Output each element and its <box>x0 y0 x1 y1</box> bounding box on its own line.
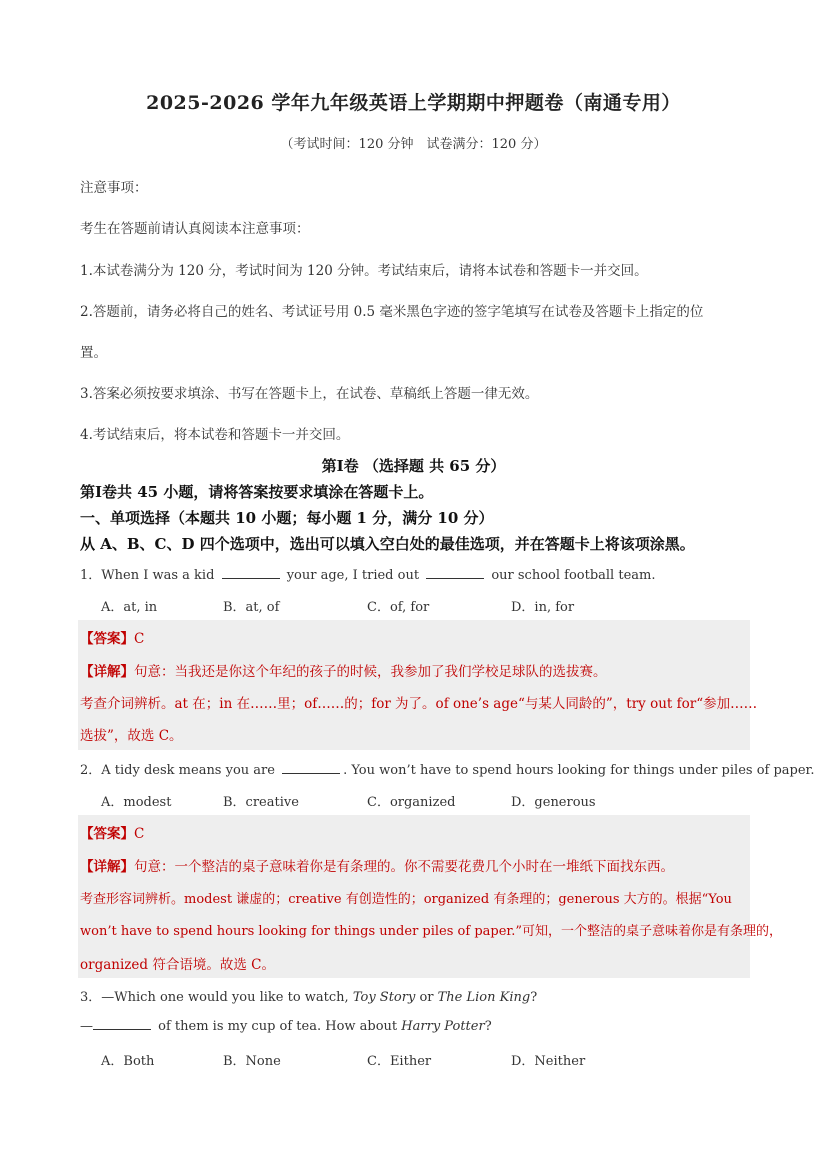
answer-line: 【答案】C <box>80 631 145 647</box>
question-stem: 3．—Which one would you like to watch, Toy Story or The Lion King? <box>80 990 538 1005</box>
option-c: C．organized <box>367 795 456 810</box>
detail-line: 考查介词辨析。at 在；in 在……里；of……的；for 为了。of one’s age“与某人同龄的”，try out for“参加…… <box>80 696 758 712</box>
detail-line: 【详解】句意：当我还是你这个年纪的孩子的时候，我参加了我们学校足球队的选拔赛。 <box>80 664 607 680</box>
notice-heading: 注意事项： <box>80 180 148 196</box>
detail-line: won’t have to spend hours looking for things under piles of paper.”可知，一个整洁的桌子意味着你是有条理的， <box>80 924 782 939</box>
option-c: C．Either <box>367 1054 432 1069</box>
notice-item: 2.答题前，请务必将自己的姓名、考试证号用 0.5 毫米黑色字迹的签字笔填写在试卷及答题卡上指定的位 <box>80 304 704 320</box>
option-c: C．of, for <box>367 600 430 615</box>
notice-item: 置。 <box>80 345 107 361</box>
section-instruction: 第Ⅰ卷共 45 小题，请将答案按要求填涂在答题卡上。 <box>80 483 434 501</box>
option-d: D．Neither <box>511 1054 586 1069</box>
exam-info: （考试时间：120 分钟 试卷满分：120 分） <box>280 137 547 152</box>
detail-line: 选拔”，故选 C。 <box>80 728 183 744</box>
answer-line: 【答案】C <box>80 826 145 842</box>
notice-intro: 考生在答题前请认真阅读本注意事项： <box>80 221 310 237</box>
question-stem-reply: — of them is my cup of tea. How about Harry Potter? <box>80 1019 492 1034</box>
question-stem: 1．When I was a kid your age, I tried out our school football team. <box>80 568 656 583</box>
part-instruction: 从 A、B、C、D 四个选项中，选出可以填入空白处的最佳选项，并在答题卡上将该项涂黑。 <box>80 535 695 553</box>
detail-line: 【详解】句意：一个整洁的桌子意味着你是有条理的。你不需要花费几个小时在一堆纸下面找东西。 <box>80 859 674 875</box>
section-title: 第Ⅰ卷 （选择题 共 65 分） <box>321 457 506 475</box>
question-stem: 2．A tidy desk means you are . You won’t have to spend hours looking for things under piles of paper. <box>80 763 815 778</box>
option-d: D．in, for <box>511 600 575 615</box>
option-a: A．modest <box>101 795 172 810</box>
notice-item: 1.本试卷满分为 120 分，考试时间为 120 分钟。考试结束后，请将本试卷和答题卡一并交回。 <box>80 263 648 279</box>
option-b: B．None <box>223 1054 281 1069</box>
detail-line: 考查形容词辨析。modest 谦虚的；creative 有创造性的；organized 有条理的；generous 大方的。根据“You <box>80 892 732 907</box>
detail-line: organized 符合语境。故选 C。 <box>80 957 275 973</box>
notice-item: 3.答案必须按要求填涂、书写在答题卡上，在试卷、草稿纸上答题一律无效。 <box>80 386 539 402</box>
option-a: A．at, in <box>101 600 158 615</box>
page-title: 2025-2026 学年九年级英语上学期期中押题卷（南通专用） <box>146 92 681 114</box>
answer-blank <box>222 567 280 579</box>
answer-blank <box>93 1018 151 1030</box>
part-heading: 一、单项选择（本题共 10 小题；每小题 1 分，满分 10 分） <box>80 509 494 527</box>
option-b: B．at, of <box>223 600 280 615</box>
notice-item: 4.考试结束后，将本试卷和答题卡一并交回。 <box>80 427 350 443</box>
option-a: A．Both <box>101 1054 155 1069</box>
answer-blank <box>282 762 340 774</box>
option-b: B．creative <box>223 795 299 810</box>
option-d: D．generous <box>511 795 596 810</box>
answer-blank <box>426 567 484 579</box>
